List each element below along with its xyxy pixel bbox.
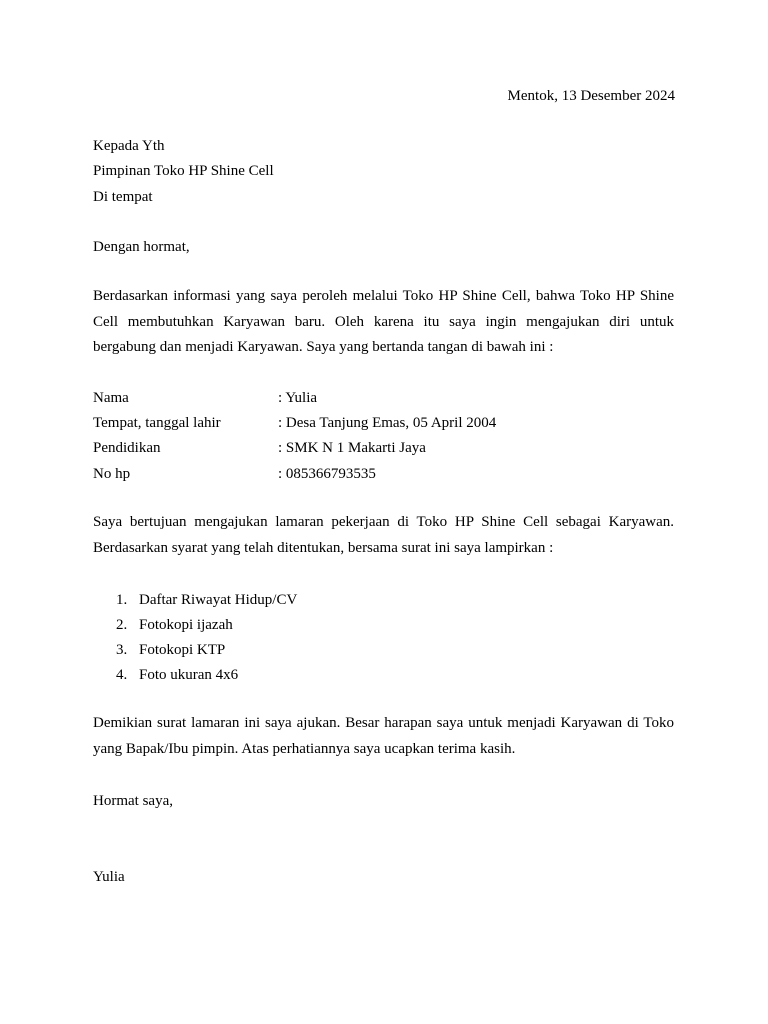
- intro-paragraph: Berdasarkan informasi yang saya peroleh melalui Toko HP Shine Cell, bahwa Toko HP Shine Cell membutuhkan Karyawan baru. Oleh karena itu saya ingin mengajukan diri untuk bergabung dan menjadi Karyawan. Saya yang bertanda tangan di bawah ini :: [93, 288, 674, 355]
- recipient-line-3: Di tempat: [93, 189, 153, 205]
- attachment-text: Fotokopi KTP: [139, 642, 226, 658]
- identity-label: Tempat, tanggal lahir: [93, 415, 221, 431]
- identity-row-name: [93, 389, 317, 407]
- attachment-item: [116, 616, 233, 634]
- attachment-number: 2.: [116, 617, 128, 633]
- attachment-text: Daftar Riwayat Hidup/CV: [139, 592, 298, 608]
- attachment-text: Foto ukuran 4x6: [139, 667, 239, 683]
- identity-row-education: [93, 439, 426, 457]
- identity-row-birth: [93, 414, 496, 432]
- attachment-item: [116, 641, 225, 659]
- signature-name: Yulia: [93, 869, 125, 885]
- salutation: Dengan hormat,: [93, 239, 190, 255]
- identity-label: Pendidikan: [93, 440, 161, 456]
- identity-value: : SMK N 1 Makarti Jaya: [278, 440, 426, 456]
- identity-value: : Yulia: [278, 390, 318, 406]
- purpose-paragraph: Saya bertujuan mengajukan lamaran pekerjaan di Toko HP Shine Cell sebagai Karyawan. Berdasarkan syarat yang telah ditentukan, bersama surat ini saya lampirkan :: [93, 514, 674, 556]
- attachment-number: 1.: [116, 592, 128, 608]
- attachment-text: Fotokopi ijazah: [139, 617, 233, 633]
- place-date: Mentok, 13 Desember 2024: [507, 88, 675, 104]
- attachment-item: [116, 666, 238, 684]
- identity-label: No hp: [93, 466, 131, 482]
- recipient-line-1: Kepada Yth: [93, 138, 165, 154]
- attachment-number: 4.: [116, 667, 128, 683]
- identity-row-phone: [93, 465, 376, 483]
- recipient-line-2: Pimpinan Toko HP Shine Cell: [93, 163, 274, 179]
- attachment-number: 3.: [116, 642, 128, 658]
- attachment-item: [116, 591, 297, 609]
- identity-value: : Desa Tanjung Emas, 05 April 2004: [278, 415, 497, 431]
- identity-value: : 085366793535: [278, 466, 376, 482]
- closing-paragraph: Demikian surat lamaran ini saya ajukan. Besar harapan saya untuk menjadi Karyawan di Toko yang Bapak/Ibu pimpin. Atas perhatiannya saya ucapkan terima kasih.: [93, 715, 674, 757]
- identity-label: Nama: [93, 390, 129, 406]
- valediction: Hormat saya,: [93, 793, 173, 809]
